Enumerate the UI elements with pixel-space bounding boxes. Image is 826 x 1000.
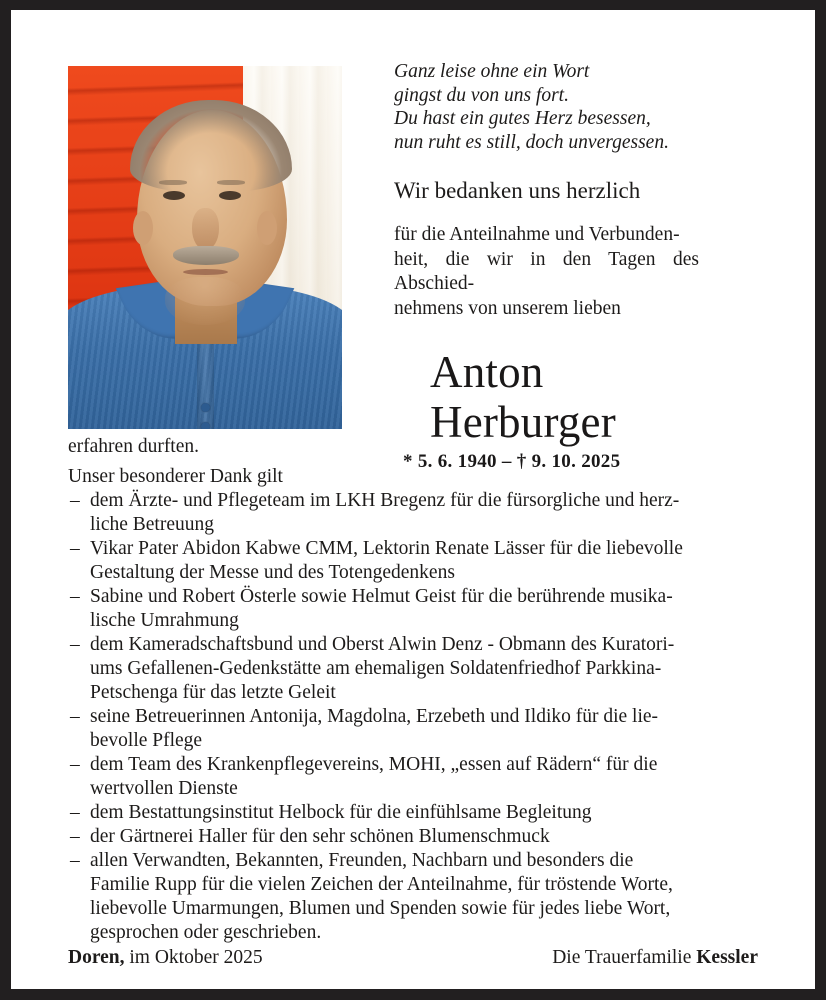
nose: [192, 208, 219, 250]
portrait-photo: [68, 66, 342, 429]
eyebrow-right: [217, 180, 245, 185]
list-item-line: – seine Betreuerinnen Antonija, Magdolna, Erzebeth und Ildiko für die lie-: [90, 706, 659, 727]
shirt-button: [201, 422, 210, 429]
thanks-list: [68, 489, 770, 945]
list-item-line: Gestaltung der Messe und des Totengedenkens: [90, 562, 455, 583]
list-item: [68, 585, 770, 633]
thanks-subheading: Unser besonderer Dank gilt: [68, 466, 283, 487]
photo-content: [68, 66, 342, 429]
notice-page: [11, 10, 815, 989]
memorial-poem: [394, 60, 774, 154]
notice-date: im Oktober 2025: [129, 947, 263, 968]
deceased-first-name: Anton: [430, 347, 544, 397]
list-item-line: – der Gärtnerei Haller für den sehr schönen Blumenschmuck: [90, 826, 550, 847]
list-item-line: bevolle Pflege: [90, 730, 203, 751]
lead-line: erfahren durften.: [68, 436, 200, 457]
list-item-line: ums Gefallenen-Gedenkstätte am ehemaligen Soldatenfriedhof Parkkina-: [90, 658, 662, 679]
list-item-line: – dem Team des Krankenpflegevereins, MOHI, „essen auf Rädern“ für die: [90, 754, 658, 775]
list-item-line: – Sabine und Robert Österle sowie Helmut Geist für die berührende musika-: [90, 586, 673, 607]
right-text-column: [394, 60, 774, 473]
intro-line: für die Anteilnahme und Verbunden-: [394, 224, 680, 245]
eyebrow-left: [159, 180, 187, 185]
intro-line: heit, die wir in den Tagen des Abschied-: [394, 248, 699, 294]
list-item-line: Petschenga für das letzte Geleit: [90, 682, 336, 703]
list-item: [68, 489, 770, 537]
ear-right: [257, 211, 277, 245]
list-item: [68, 633, 770, 705]
poem-line: gingst du von uns fort.: [394, 84, 569, 106]
place-and-date: [68, 946, 263, 970]
intro-paragraph: [394, 223, 699, 321]
list-item-line: gesprochen oder geschrieben.: [90, 922, 322, 943]
list-item-line: – dem Bestattungsinstitut Helbock für die einfühlsame Begleitung: [90, 802, 592, 823]
list-item: [68, 753, 770, 801]
place-name: Doren,: [68, 947, 125, 968]
birth-death-dates: * 5. 6. 1940 – † 9. 10. 2025: [403, 451, 621, 472]
list-item: [68, 801, 770, 825]
shirt-button: [201, 403, 210, 412]
thanks-heading: Wir bedanken uns herzlich: [394, 178, 641, 203]
list-item-line: – Vikar Pater Abidon Kabwe CMM, Lektorin Renate Lässer für die liebevolle: [90, 538, 683, 559]
list-item: [68, 537, 770, 585]
mourning-family: [552, 946, 758, 970]
body-text: [68, 435, 770, 945]
list-item-line: – dem Kameradschaftsbund und Oberst Alwin Denz - Obmann des Kuratori-: [90, 634, 675, 655]
deceased-last-name: Herburger: [430, 397, 616, 447]
poem-line: Du hast ein gutes Herz besessen,: [394, 108, 651, 129]
ear-left: [133, 211, 153, 245]
chin: [165, 277, 245, 325]
list-item-line: wertvollen Dienste: [90, 778, 238, 799]
list-item: [68, 705, 770, 753]
poem-line: nun ruht es still, doch unvergessen.: [394, 131, 669, 153]
list-item: [68, 825, 770, 849]
mouth: [183, 269, 228, 275]
list-item-line: lische Umrahmung: [90, 610, 239, 631]
family-name: Kessler: [696, 947, 758, 968]
list-item-line: Familie Rupp für die vielen Zeichen der Anteilnahme, für tröstende Worte,: [90, 874, 673, 895]
family-prefix: Die Trauerfamilie: [552, 947, 692, 968]
list-item-line: – dem Ärzte- und Pflegeteam im LKH Bregenz für die fürsorgliche und herz-: [90, 490, 680, 511]
list-item-line: liche Betreuung: [90, 514, 214, 535]
list-item: [68, 849, 770, 945]
notice-footer: [68, 946, 758, 970]
list-item-line: liebevolle Umarmungen, Blumen und Spenden sowie für jedes liebe Wort,: [90, 898, 671, 919]
mustache: [173, 246, 239, 265]
intro-line: nehmens von unserem lieben: [394, 297, 621, 319]
poem-line: Ganz leise ohne ein Wort: [394, 61, 590, 82]
list-item-line: – allen Verwandten, Bekannten, Freunden, Nachbarn und besonders die: [90, 850, 634, 871]
